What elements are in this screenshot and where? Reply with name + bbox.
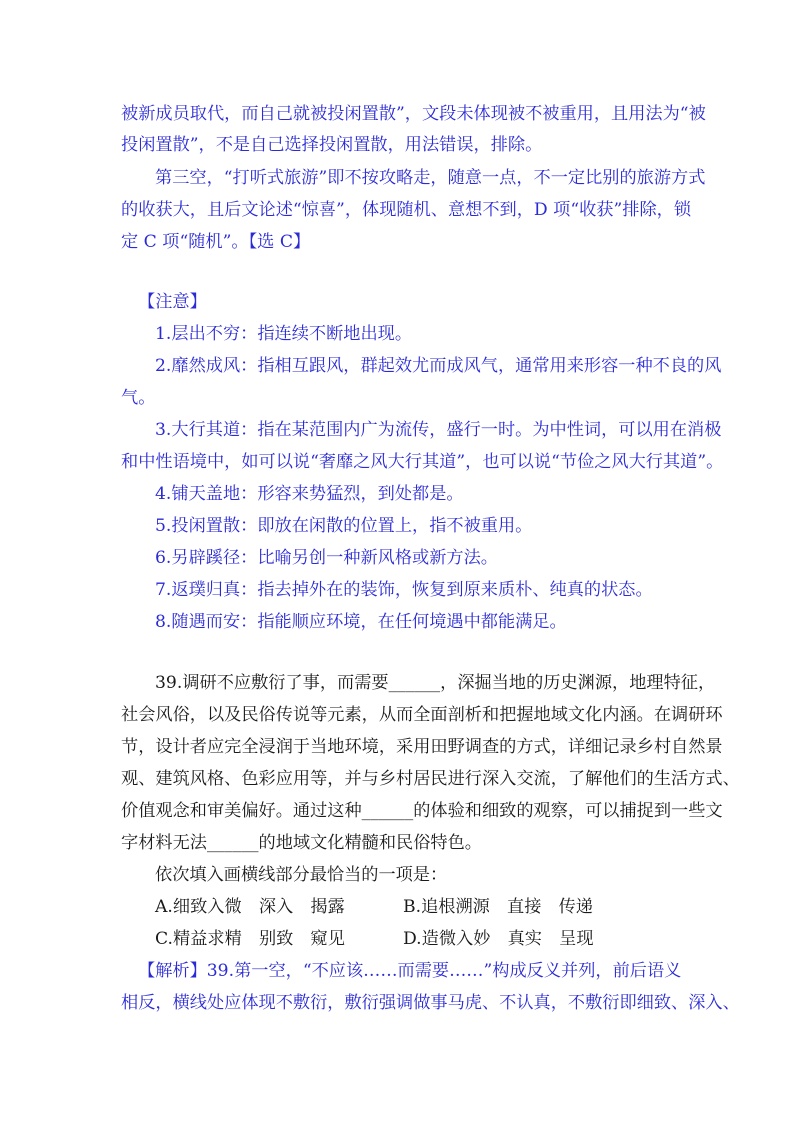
analysis-line: 的收获大，且后文论述“惊喜”，体现随机、意想不到，D 项“收获”排除，锁 xyxy=(121,200,692,220)
question-line: 观、建筑风格、色彩应用等，并与乡村居民进行深入交流，了解他们的生活方式、 xyxy=(121,769,740,789)
analysis-line: 投闲置散”，不是自己选择投闲置散，用法错误，排除。 xyxy=(121,135,543,155)
note-item: 6.另辟蹊径：比喻另创一种新风格或新方法。 xyxy=(155,548,498,568)
option-b: B.追根溯源 直接 传递 xyxy=(403,897,593,917)
question-line: 39.调研不应敷衍了事，而需要______，深掘当地的历史渊源，地理特征， xyxy=(155,673,716,693)
analysis-line: 被新成员取代，而自己就被投闲置散”，文段未体现被不被重用，且用法为“被 xyxy=(121,104,706,124)
note-item: 7.返璞归真：指去掉外在的装饰，恢复到原来质朴、纯真的状态。 xyxy=(155,580,653,600)
option-d: D.造微入妙 真实 呈现 xyxy=(403,929,594,949)
analysis-line: 定 C 项“随机”。【选 C】 xyxy=(121,232,311,252)
question-line: 字材料无法______的地域文化精髓和民俗特色。 xyxy=(121,833,482,853)
option-c: C.精益求精 别致 窥见 xyxy=(155,929,345,949)
question-line: 节，设计者应完全浸润于当地环境，采用田野调查的方式，详细记录乡村自然景 xyxy=(121,737,723,757)
note-item: 4.铺天盖地：形容来势猛烈，到处都是。 xyxy=(155,484,464,504)
analysis-line: 第三空，“打听式旅游”即不按攻略走，随意一点，不一定比别的旅游方式 xyxy=(155,168,706,188)
option-a: A.细致入微 深入 揭露 xyxy=(155,897,345,917)
notes-heading: 【注意】 xyxy=(138,292,207,312)
note-item: 5.投闲置散：即放在闲散的位置上，指不被重用。 xyxy=(155,516,533,536)
question-prompt: 依次填入画横线部分最恰当的一项是： xyxy=(155,865,448,885)
question-line: 社会风俗，以及民俗传说等元素，从而全面剖析和把握地域文化内涵。在调研环 xyxy=(121,705,723,725)
note-item: 气。 xyxy=(121,388,156,408)
note-item: 1.层出不穷：指连续不断地出现。 xyxy=(155,324,413,344)
analysis-line: 相反，横线处应体现不敷衍，敷衍强调做事马虎、不认真，不敷衍即细致、深入、 xyxy=(121,993,740,1013)
analysis-line: 【解析】39.第一空，“不应该……而需要……”构成反义并列，前后语义 xyxy=(138,961,682,981)
note-item: 3.大行其道：指在某范围内广为流传，盛行一时。为中性词，可以用在消极 xyxy=(155,420,722,440)
note-item: 8.随遇而安：指能顺应环境，在任何境遇中都能满足。 xyxy=(155,612,567,632)
note-item: 和中性语境中，如可以说“奢靡之风大行其道”，也可以说“节俭之风大行其道”。 xyxy=(121,452,724,472)
question-line: 价值观念和审美偏好。通过这种______的体验和细致的观察，可以捕捉到一些文 xyxy=(121,801,723,821)
note-item: 2.靡然成风：指相互跟风，群起效尤而成风气，通常用来形容一种不良的风 xyxy=(155,356,722,376)
